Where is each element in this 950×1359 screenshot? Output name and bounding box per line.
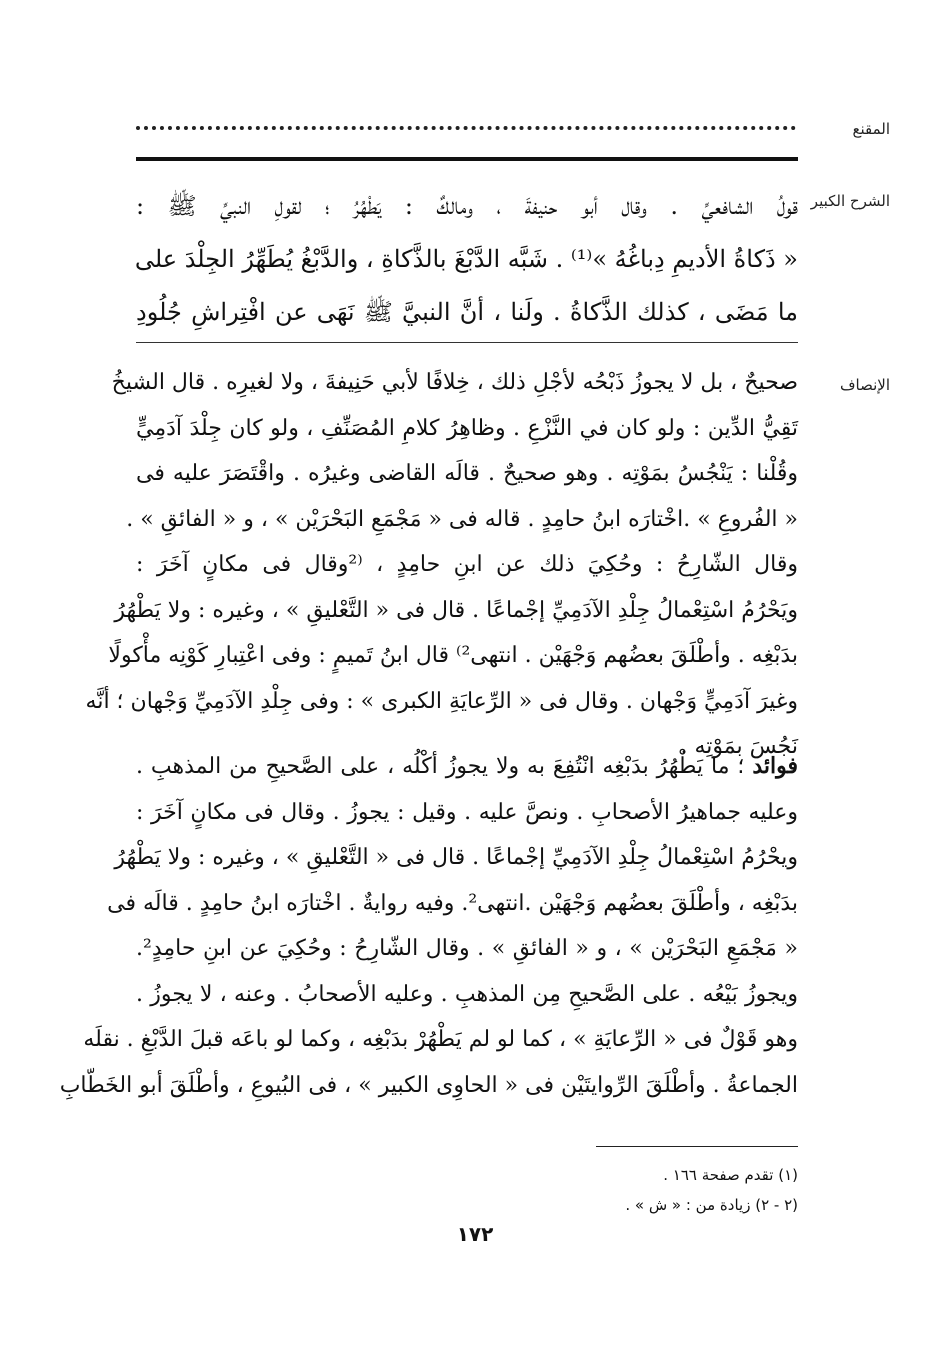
fawaid-first-line	[136, 744, 798, 790]
sharh-line: ما مَضَى ، كذلك الذَّكاةُ . ولَنا ، أنَّ النبيَّ ﷺ نَهَى عن افْتِراشِ جُلُودِ	[136, 298, 798, 326]
fawaid-lead: فوائد	[752, 753, 798, 779]
insaf-line: تَقِيُّ الدِّين : ولو كان في النَّزْعِ . وظاهِرُ كلامِ المُصَنِّفِ ، ولو كان جِلْدَ آدَمِيٍّ	[136, 415, 798, 441]
insaf-label: الإنصاف	[839, 376, 890, 394]
fawaid-line: ؛ ما يَطْهُرُ بدَبْغِه انْتُفِعَ به ولا يجوزُ أكْلُه ، على الصَّحيحِ من المذهبِ .	[136, 754, 753, 779]
header-dotted-rule	[136, 126, 796, 136]
insaf-line: ويَحْرُمُ اسْتِعْمالُ جِلْدِ الآدَمِيِّ إجْماعًا . قال فى « التَّعْليقِ » ، وغيره : ولا يَطْهُرُ	[114, 597, 798, 623]
page-number: ١٧٢	[456, 1222, 494, 1246]
insaf-line: وقال الشّارِحُ : وحُكِيَ ذلك عن ابنِ حامِدٍ ، ⁽²وقال فى مكانٍ آخَرَ :	[136, 552, 798, 577]
insaf-line: صحيحٌ ، بل لا يجوزُ ذَبْحُه لأجْلِ ذلك ، خِلافًا لأبي حَنِيفةَ ، ولا لغيرِه . قال الشيخُ	[111, 370, 798, 395]
insaf-line: وغيرَ آدَمِيٍّ وَجْهان . وقال فى « الرِّعايَةِ الكبرى » : وفى جِلْدِ الآدَمِيِّ وَجْهان ؛ أنَّه	[85, 688, 798, 714]
footnote: (١) تقدم صفحة ١٦٦ .	[663, 1166, 798, 1184]
fawaid-line: الجماعةُ . وأطْلَقَ الرِّوايتَيْن فى « الحاوِى الكبير » ، فى البُيوعِ ، وأطْلَقَ أبو الخَطّابِ	[59, 1072, 798, 1098]
fawaid-text	[59, 744, 798, 1108]
header-section-label: المقنع	[852, 120, 890, 138]
insaf-text	[85, 360, 798, 770]
fawaid-line: ويجوزُ بَيْعُه . على الصَّحيحِ مِن المذهبِ . وعليه الأصحابُ . وعنه ، لا يجوزُ .	[136, 981, 798, 1007]
insaf-line: بدَبْغِه . وأطْلَقَ بعضُهم وَجْهَيْن . انتهى²⁾ قال ابنُ تَميمٍ : وفى اعْتِبارِ كَوْنِه مأْكولًا	[108, 643, 798, 668]
sharh-label: الشرح الكبير	[810, 192, 890, 210]
section-divider	[136, 342, 798, 343]
insaf-line: « الفُروعِ » .اخْتارَه ابنُ حامِدٍ . قاله فى « مَجْمَعِ البَحْرَيْن » ، و « الفائقِ » .	[126, 506, 798, 532]
fawaid-line: وعليه جماهيرُ الأصحابِ . ونصَّ عليه . وقيل : يجوزُ . وقال فى مكانٍ آخَرَ :	[136, 799, 798, 825]
fawaid-line: بدَبْغِه ، وأطْلَقَ بعضُهم وَجْهَيْن .انتهى². وفيه روايةٌ . اخْتارَه ابنُ حامِدٍ . قالَه فى	[107, 890, 798, 916]
sharh-text	[136, 180, 798, 339]
footnote: (٢ - ٢) زيادة من : « ش » .	[625, 1196, 798, 1214]
sharh-line: قولُ الشافعيِّ . وقال أبو حنيفةَ ، ومالكٌ : يَطْهُرُ ؛ لقولِ النبيِّ ﷺ :	[136, 192, 798, 220]
sharh-line: « ذَكاةُ الأديمِ دِباغُهُ »⁽¹⁾ . شَبَّه الدَّبْغَ بالذَّكاةِ ، والدَّبْغُ يُطَهِّرُ الجِلْدَ على	[134, 245, 798, 273]
insaf-line: نَجُسَ بمَوْتِه .	[680, 734, 798, 759]
footnote-rule	[596, 1146, 798, 1147]
header-thick-rule	[136, 157, 798, 161]
fawaid-line: وهو قَوْلٌ فى « الرِّعايَةِ » ، كما لو لم يَطْهُرْ بدَبْغِه ، وكما لو باعَه قبلَ الدَّبْغِ . نقلَه	[83, 1027, 798, 1052]
insaf-line: وقُلْنا : يَنْجُسُ بمَوْتِه . وهو صحيحٌ . قالَه القاضى وغيرُه . واقْتَصَرَ عليه فى	[136, 461, 798, 486]
fawaid-line: « مَجْمَعِ البَحْرَيْن » ، و « الفائقِ » . وقال الشّارِحُ : وحُكِيَ عن ابنِ حامِدٍ².	[136, 936, 798, 961]
fawaid-line: ويحْرُمُ اسْتِعْمالُ جِلْدِ الآدَمِيِّ إجْماعًا . قال فى « التَّعْليقِ » ، وغيره : ولا يَطْهُرُ	[114, 845, 798, 870]
